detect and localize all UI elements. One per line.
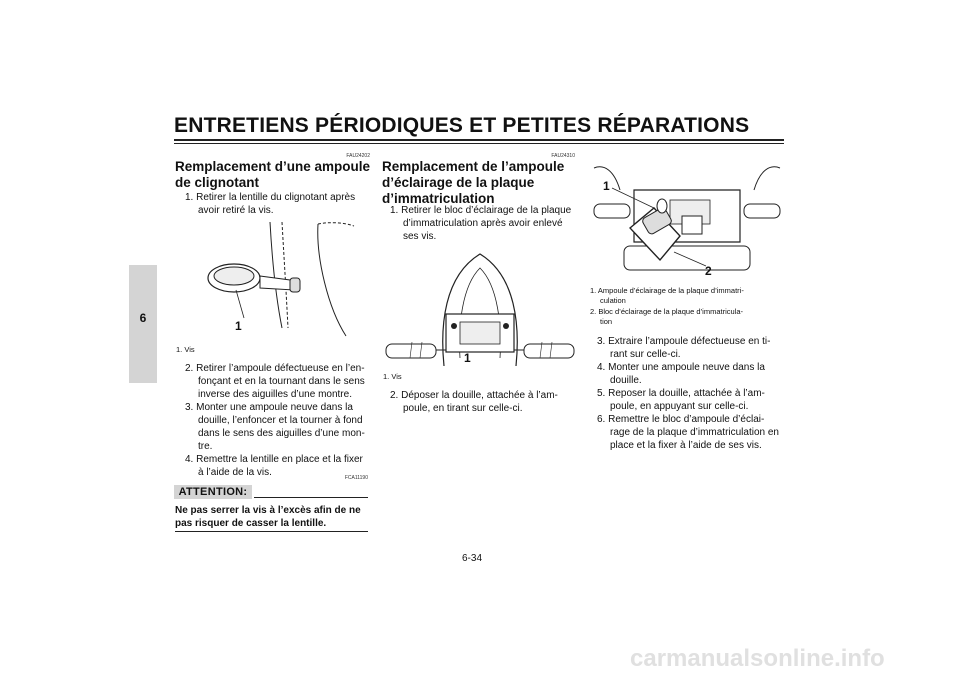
license-light-bulb-figure bbox=[590, 160, 784, 282]
step-line: inverse des aiguilles d’une montre. bbox=[198, 389, 352, 400]
figure-caption-1 bbox=[590, 286, 784, 306]
chapter-tab: 6 bbox=[129, 265, 157, 383]
figure-caption: 1. Vis bbox=[176, 345, 195, 354]
figure-label: 1 bbox=[464, 351, 471, 365]
watermark: carmanualsonline.info bbox=[630, 645, 885, 672]
step-4 bbox=[597, 361, 782, 387]
step-line: dans le sens des aiguilles d’une mon- bbox=[198, 428, 365, 439]
figure-caption: 1. Vis bbox=[383, 372, 402, 381]
license-light-screws-figure bbox=[382, 246, 578, 368]
step-6 bbox=[597, 413, 782, 452]
heading-line: Remplacement de l’ampoule bbox=[382, 159, 565, 174]
step-line: 3. Monter une ampoule neuve dans la bbox=[185, 402, 353, 413]
step-line: 4. Monter une ampoule neuve dans la bbox=[597, 362, 765, 373]
attention-code: FCA11190 bbox=[344, 475, 368, 481]
warn-line: Ne pas serrer la vis à l’excès afin de ne bbox=[175, 505, 361, 516]
caption-line: tion bbox=[600, 317, 613, 326]
step-1 bbox=[390, 204, 575, 243]
caption-line: 1. Ampoule d’éclairage de la plaque d’immatri- bbox=[590, 286, 744, 295]
caption-line: 2. Bloc d’éclairage de la plaque d’immatricula- bbox=[590, 307, 743, 316]
warn-line: pas risquer de casser la lentille. bbox=[175, 518, 327, 529]
step-5 bbox=[597, 387, 782, 413]
step-line: 1. Retirer le bloc d’éclairage de la plaque bbox=[390, 205, 572, 216]
step-2 bbox=[185, 362, 368, 401]
step-line: 4. Remettre la lentille en place et la fixer bbox=[185, 454, 363, 465]
attention-rule bbox=[254, 497, 368, 498]
step-line: poule, en appuyant sur celle-ci. bbox=[610, 401, 749, 412]
page-number: 6-34 bbox=[462, 553, 483, 564]
step-line: place et la fixer à l’aide de ses vis. bbox=[610, 440, 762, 451]
section-code: FAU24202 bbox=[346, 153, 370, 159]
step-line: douille, l’enfoncer et la tourner à fond bbox=[198, 415, 363, 426]
step-line: 2. Déposer la douille, attachée à l’am- bbox=[390, 390, 558, 401]
step-line: rage de la plaque d’immatriculation en bbox=[610, 427, 779, 438]
section-heading-license-light bbox=[382, 159, 582, 207]
figure-label-bulb: 1 bbox=[603, 179, 610, 193]
step-line: 3. Extraire l’ampoule défectueuse en ti- bbox=[597, 336, 771, 347]
attention-bottom-rule bbox=[175, 531, 368, 532]
step-line: douille. bbox=[610, 375, 642, 386]
heading-line: de clignotant bbox=[175, 175, 259, 190]
step-line: d’immatriculation après avoir enlevé bbox=[403, 218, 563, 229]
heading-line: d’éclairage de la plaque bbox=[382, 175, 535, 190]
attention-text bbox=[175, 504, 368, 530]
figure-caption-2 bbox=[590, 307, 784, 327]
page-title: ENTRETIENS PÉRIODIQUES ET PETITES RÉPARATIONS bbox=[174, 114, 750, 137]
step-2 bbox=[390, 389, 575, 415]
step-line: rant sur celle-ci. bbox=[610, 349, 681, 360]
step-3 bbox=[597, 335, 782, 361]
step-3 bbox=[185, 401, 368, 453]
step-1 bbox=[185, 191, 368, 217]
figure-label-unit: 2 bbox=[705, 264, 712, 278]
step-line: fonçant et en la tournant dans le sens bbox=[198, 376, 365, 387]
section-heading-turn-signal bbox=[175, 159, 375, 191]
step-line: 6. Remettre le bloc d’ampoule d’éclai- bbox=[597, 414, 765, 425]
heading-line: d’immatriculation bbox=[382, 191, 495, 206]
step-line: 2. Retirer l’ampoule défectueuse en l’en- bbox=[185, 363, 365, 374]
figure-label: 1 bbox=[235, 319, 242, 333]
section-code: FAU24310 bbox=[551, 153, 575, 159]
step-line: avoir retiré la vis. bbox=[198, 205, 274, 216]
title-rule-thin bbox=[174, 143, 784, 144]
step-line: 5. Reposer la douille, attachée à l’am- bbox=[597, 388, 765, 399]
attention-label: ATTENTION: bbox=[174, 485, 252, 499]
step-line: ses vis. bbox=[403, 231, 437, 242]
step-line: poule, en tirant sur celle-ci. bbox=[403, 403, 523, 414]
step-line: à l’aide de la vis. bbox=[198, 467, 272, 478]
caption-line: culation bbox=[600, 296, 626, 305]
step-line: 1. Retirer la lentille du clignotant après bbox=[185, 192, 356, 203]
title-rule-thick bbox=[174, 139, 784, 141]
step-line: tre. bbox=[198, 441, 213, 452]
heading-line: Remplacement d’une ampoule bbox=[175, 159, 371, 174]
turn-signal-figure bbox=[178, 218, 368, 340]
